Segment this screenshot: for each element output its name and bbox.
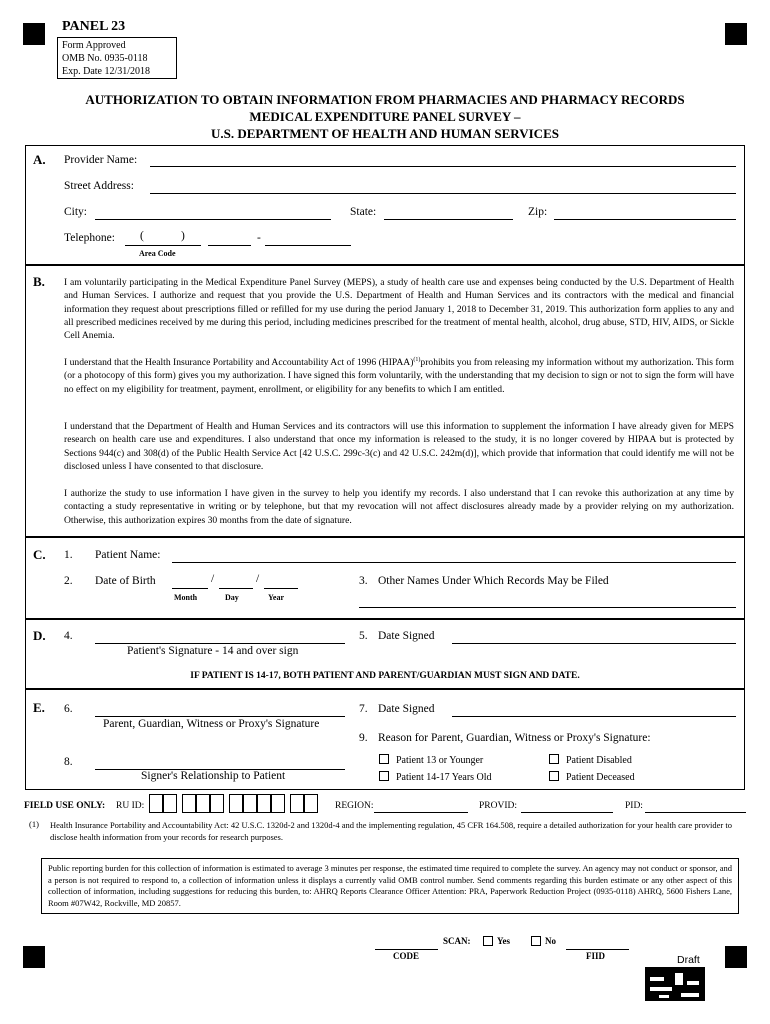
ru-id-box-7[interactable] [243,794,257,813]
option-patient-deceased: Patient Deceased [566,772,635,783]
title-line-2: MEDICAL EXPENDITURE PANEL SURVEY – [249,109,521,124]
ru-id-box-8[interactable] [257,794,271,813]
street-address-label: Street Address: [64,180,134,192]
scan-yes-checkbox[interactable] [483,936,493,946]
city-field[interactable] [95,219,331,220]
code-field[interactable] [375,949,438,950]
option-patient-14-17: Patient 14-17 Years Old [396,772,492,783]
checkbox-patient-13-or-younger[interactable] [379,754,389,764]
fiid-field[interactable] [566,949,629,950]
dob-month-field[interactable] [172,588,208,589]
omb-number: OMB No. 0935-0118 [62,53,148,64]
footnote-marker: (1) [413,357,421,363]
omb-box [57,37,177,79]
barcode-gap-5 [681,993,699,997]
item-1-number: 1. [64,549,73,561]
dob-slash-1: / [211,573,215,585]
field-use-label: FIELD USE ONLY: [24,801,106,811]
city-label: City: [64,206,88,218]
code-caption: CODE [393,951,420,961]
dob-slash-2: / [256,573,260,585]
ru-id-box-6[interactable] [229,794,243,813]
section-b-letter: B. [33,274,45,289]
registration-mark-bottom-right [725,946,747,968]
item-6-number: 6. [64,703,73,715]
ru-id-box-1[interactable] [149,794,163,813]
burden-text: Public reporting burden for this collection of information is estimated to average 3 minutes per response, the estimated time required to complete the survey. An agency may not conduct or sponsor, and a person is not required to respond to, a collection of information unless it displays a currently valid OMB control number. Send comments regarding this burden estimate or any other aspect of this collection of information, including suggestions for reducing this burden, to: AHRQ Reports Clearance Officer Attention: PRA, Paperwork Reduction Project (0935-0118) AHRQ, 5600 Fishers Lane, Room #07W42, Rockville, MD 20857. [48,863,732,908]
other-names-label: Other Names Under Which Records May be Filed [378,575,609,587]
state-label: State: [350,206,377,218]
footnote-text: Health Insurance Portability and Accountability Act: 42 U.S.C. 1320d-2 and 1320d-4 and the implementing regulation, 45 CFR 164.508, require a detailed authorization for your health care provider to disclose health information from your records for research purposes. [50,820,732,842]
parent-date-signed-label: Date Signed [378,703,435,715]
item-8-number: 8. [64,756,73,768]
draft-label: Draft [677,954,700,966]
area-code-field[interactable] [125,245,201,246]
month-caption: Month [174,593,198,602]
option-patient-disabled: Patient Disabled [566,755,632,766]
patient-signature-caption: Patient's Signature - 14 and over sign [127,645,299,657]
scan-no-checkbox[interactable] [531,936,541,946]
item-5-number: 5. [359,630,368,642]
ru-id-box-11[interactable] [304,794,318,813]
provid-label: PROVID: [479,801,518,811]
item-7-number: 7. [359,703,368,715]
fiid-caption: FIID [586,951,606,961]
provid-field[interactable] [521,812,613,813]
option-patient-13-or-younger: Patient 13 or Younger [396,755,484,766]
registration-mark-top-right [725,23,747,45]
form-barcode [645,967,705,1001]
region-label: REGION: [335,801,374,811]
ru-id-box-5[interactable] [210,794,224,813]
item-3-number: 3. [359,575,368,587]
authorization-paragraph-3: I understand that the Department of Health and Human Services and its contractors will use this information to supplement the information I have already given for MEPS research on health care use and expenditures. I also understand that once my information is released to the study, it is no longer covered by HIPAA but is protected by Sections 944(c) and 308(d) of the Public Health Service Act [42 U.S.C. 299c-3(c) and 42 U.S.C. 242m(d)], which provide that information that could identify me will not be disclosed unless I have consented to that disclosure. [64,421,734,472]
scan-no-label: No [545,936,556,946]
area-code-close-paren: ) [181,230,185,242]
parent-signature-caption: Parent, Guardian, Witness or Proxy's Signature [103,718,320,730]
item-2-number: 2. [64,575,73,587]
section-c-letter: C. [33,547,46,562]
phone-dash: - [257,232,261,244]
pid-label: PID: [625,801,643,811]
checkbox-patient-deceased[interactable] [549,771,559,781]
date-signed-label: Date Signed [378,630,435,642]
ru-id-label: RU ID: [116,801,145,811]
day-caption: Day [225,593,239,602]
page-title [0,91,770,142]
dob-label: Date of Birth [95,575,156,587]
reason-label: Reason for Parent, Guardian, Witness or Proxy's Signature: [378,732,651,744]
panel-number: PANEL 23 [62,19,126,34]
title-line-1: AUTHORIZATION TO OBTAIN INFORMATION FROM PHARMACIES AND PHARMACY RECORDS [85,92,685,107]
provider-name-label: Provider Name: [64,154,138,166]
provider-name-field[interactable] [150,166,736,167]
hipaa-text: I understand that the Health Insurance Portability and Accountability Act of 1996 (HIPAA) [64,357,414,369]
ru-id-box-10[interactable] [290,794,304,813]
other-names-field[interactable] [359,607,736,608]
ru-id-box-2[interactable] [163,794,177,813]
telephone-label: Telephone: [64,232,115,244]
area-code-open-paren: ( [140,230,144,242]
parent-date-signed-field[interactable] [452,716,736,717]
state-field[interactable] [384,219,513,220]
region-field[interactable] [374,812,468,813]
checkbox-patient-14-17[interactable] [379,771,389,781]
scan-label: SCAN: [443,936,471,946]
authorization-paragraph-1: I am voluntarily participating in the Medical Expenditure Panel Survey (MEPS), a study of health care use and expenses being conducted by the U.S. Department of Health and Human Services. I authorize and request that you provide the U.S. Department of Health and Human Services and its contractors with the medical and financial information they request about prescriptions filled or refilled for my use during the period January 1, 2018 to December 31, 2019. This authorization form applies to any and all prescribed medicines received by me during this period, including medicines prescribed for the treatment of mental health, alcohol, drug abuse, STD, HIV, AIDS, or Sickle Cell Anemia. [64,277,734,342]
title-line-3: U.S. DEPARTMENT OF HEALTH AND HUMAN SERVICES [211,126,559,141]
section-a-letter: A. [33,152,46,167]
item-4-number: 4. [64,630,73,642]
signer-relationship-caption: Signer's Relationship to Patient [141,770,286,782]
dob-year-field[interactable] [264,588,298,589]
checkbox-patient-disabled[interactable] [549,754,559,764]
form-approved: Form Approved [62,40,126,51]
hipaa-text-cont: prohibits you from releasing my information without my authorization. This form (or a photocopy of this form) gives you my authorization. I have signed this form voluntarily, with the understanding that my decision to sign or not to sign the form will have no effect on my eligibility for treatment, payment, enrollment, or eligibility for any benefits to which I am entitled. [64,357,734,395]
street-address-field[interactable] [150,193,736,194]
item-9-number: 9. [359,732,368,744]
section-d-letter: D. [33,628,46,643]
patient-name-field[interactable] [172,562,736,563]
exp-date: Exp. Date 12/31/2018 [62,66,151,77]
barcode-gap-4 [687,981,699,985]
year-caption: Year [268,593,284,602]
barcode-gap-2 [650,987,672,991]
zip-field[interactable] [554,219,736,220]
patient-name-label: Patient Name: [95,549,161,561]
authorization-paragraph-2 [64,354,734,396]
zip-label: Zip: [528,206,548,218]
registration-mark-top-left [23,23,45,45]
area-code-caption: Area Code [139,249,176,258]
parent-signature-field[interactable] [95,716,345,717]
section-e-letter: E. [33,700,45,715]
registration-mark-bottom-left [23,946,45,968]
both-sign-notice: IF PATIENT IS 14-17, BOTH PATIENT AND PARENT/GUARDIAN MUST SIGN AND DATE. [190,671,580,681]
patient-signature-field[interactable] [95,643,345,644]
patient-date-signed-field[interactable] [452,643,736,644]
authorization-paragraph-4: I authorize the study to use information I have given in the survey to help you identify my records. I also understand that I can revoke this authorization at any time by contacting a study representative in writing or by telephone, but that my revocation will not affect disclosures already made by a provider relying on my authorization. Otherwise, this authorization expires 30 months from the date of signature. [64,488,734,526]
phone-prefix-field[interactable] [208,245,251,246]
barcode-gap-6 [659,995,669,998]
ru-id-box-4[interactable] [196,794,210,813]
burden-statement [41,858,739,914]
phone-line-field[interactable] [265,245,351,246]
barcode-gap-3 [675,973,683,985]
barcode-gap-1 [650,977,664,981]
ru-id-box-3[interactable] [182,794,196,813]
footnote-number: (1) [29,819,39,829]
dob-day-field[interactable] [219,588,253,589]
scan-yes-label: Yes [497,936,510,946]
ru-id-box-9[interactable] [271,794,285,813]
pid-field[interactable] [645,812,746,813]
